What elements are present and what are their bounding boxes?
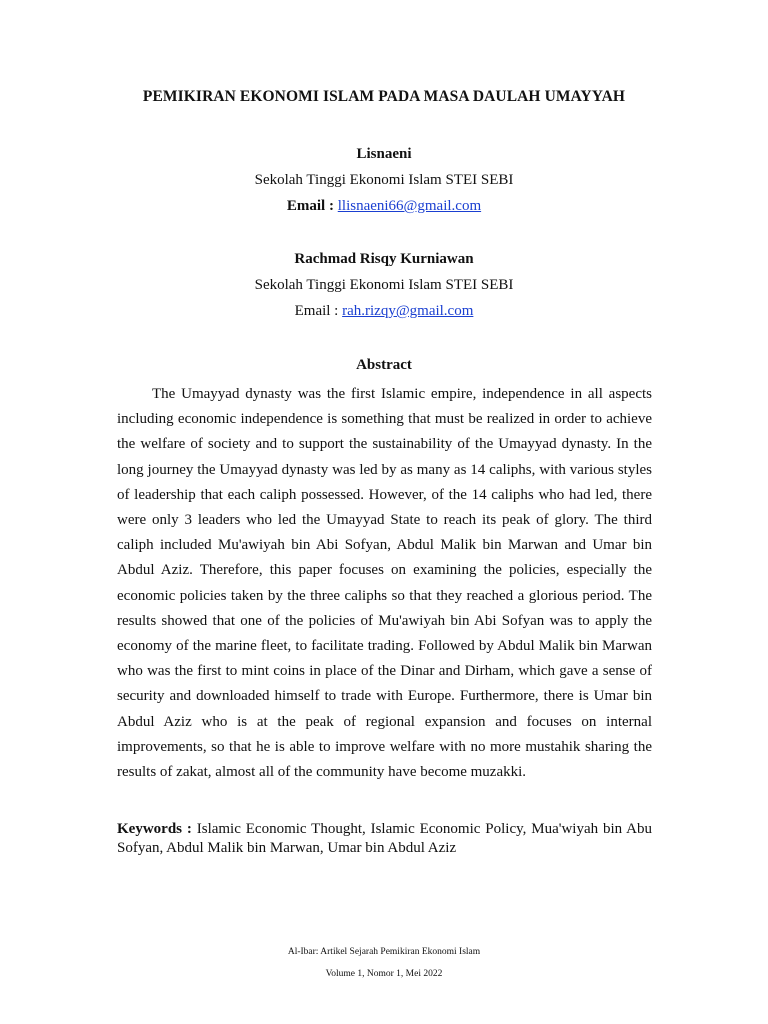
keywords-paragraph [117,820,652,858]
paper-title: PEMIKIRAN EKONOMI ISLAM PADA MASA DAULAH UMAYYAH [142,88,626,105]
author-2-affiliation: Sekolah Tinggi Ekonomi Islam STEI SEBI [254,277,514,293]
author-2-email-label: Email : [294,303,339,319]
author-1-email-link[interactable]: llisnaeni66@gmail.com [337,198,482,214]
keywords-text: Islamic Economic Thought, Islamic Economic Policy, Mua'wiyah bin Abu Sofyan, Abdul Malik bin Marwan, Umar bin Abdul Aziz [117,821,653,856]
abstract-heading: Abstract [356,357,412,373]
abstract-text: The Umayyad dynasty was the first Islamic empire, independence in all aspects including economic independence is something that must be realized in order to achieve the welfare of society and to support the sustainability of the Umayyad dynasty. In the long journey the Umayyad dynasty was led by as many as 14 caliphs, with various styles of leadership that each caliph possessed. However, of the 14 caliphs who had led, there were only 3 leaders who led the Umayyad State to reach its peak of glory. The third caliph included Mu'awiyah bin Abi Sofyan, Abdul Malik bin Marwan and Umar bin Abdul Aziz. Therefore, this paper focuses on examining the policies, especially the economic policies taken by the three caliphs so that they reached a glorious period. The results showed that one of the policies of Mu'awiyah bin Abi Sofyan was to apply the economy of the marine fleet, to facilitate trading. Followed by Abdul Malik bin Marwan who was the first to mint coins in place of the Dinar and Dirham, which gave a sense of security and downloaded himself to trade with Europe. Furthermore, there is Umar bin Abdul Aziz who is at the peak of regional expansion and focuses on internal improvements, so that he is able to improve welfare with no more mustahik sharing the results of zakat, almost all of the community have become muzakki. [117,386,652,781]
author-2-name: Rachmad Risqy Kurniawan [294,251,474,267]
author-1-affiliation: Sekolah Tinggi Ekonomi Islam STEI SEBI [254,172,514,188]
footer-volume: Volume 1, Nomor 1, Mei 2022 [325,969,443,979]
footer-journal: Al-Ibar: Artikel Sejarah Pemikiran Ekonomi Islam [287,947,481,957]
author-2-email-line [0,303,768,320]
keywords-label: Keywords : [117,821,192,837]
author-2-email-link[interactable]: rah.rizqy@gmail.com [342,303,474,319]
author-1-email-line [0,198,768,215]
author-1-email-label: Email : [286,198,334,214]
author-1-name: Lisnaeni [356,146,412,162]
